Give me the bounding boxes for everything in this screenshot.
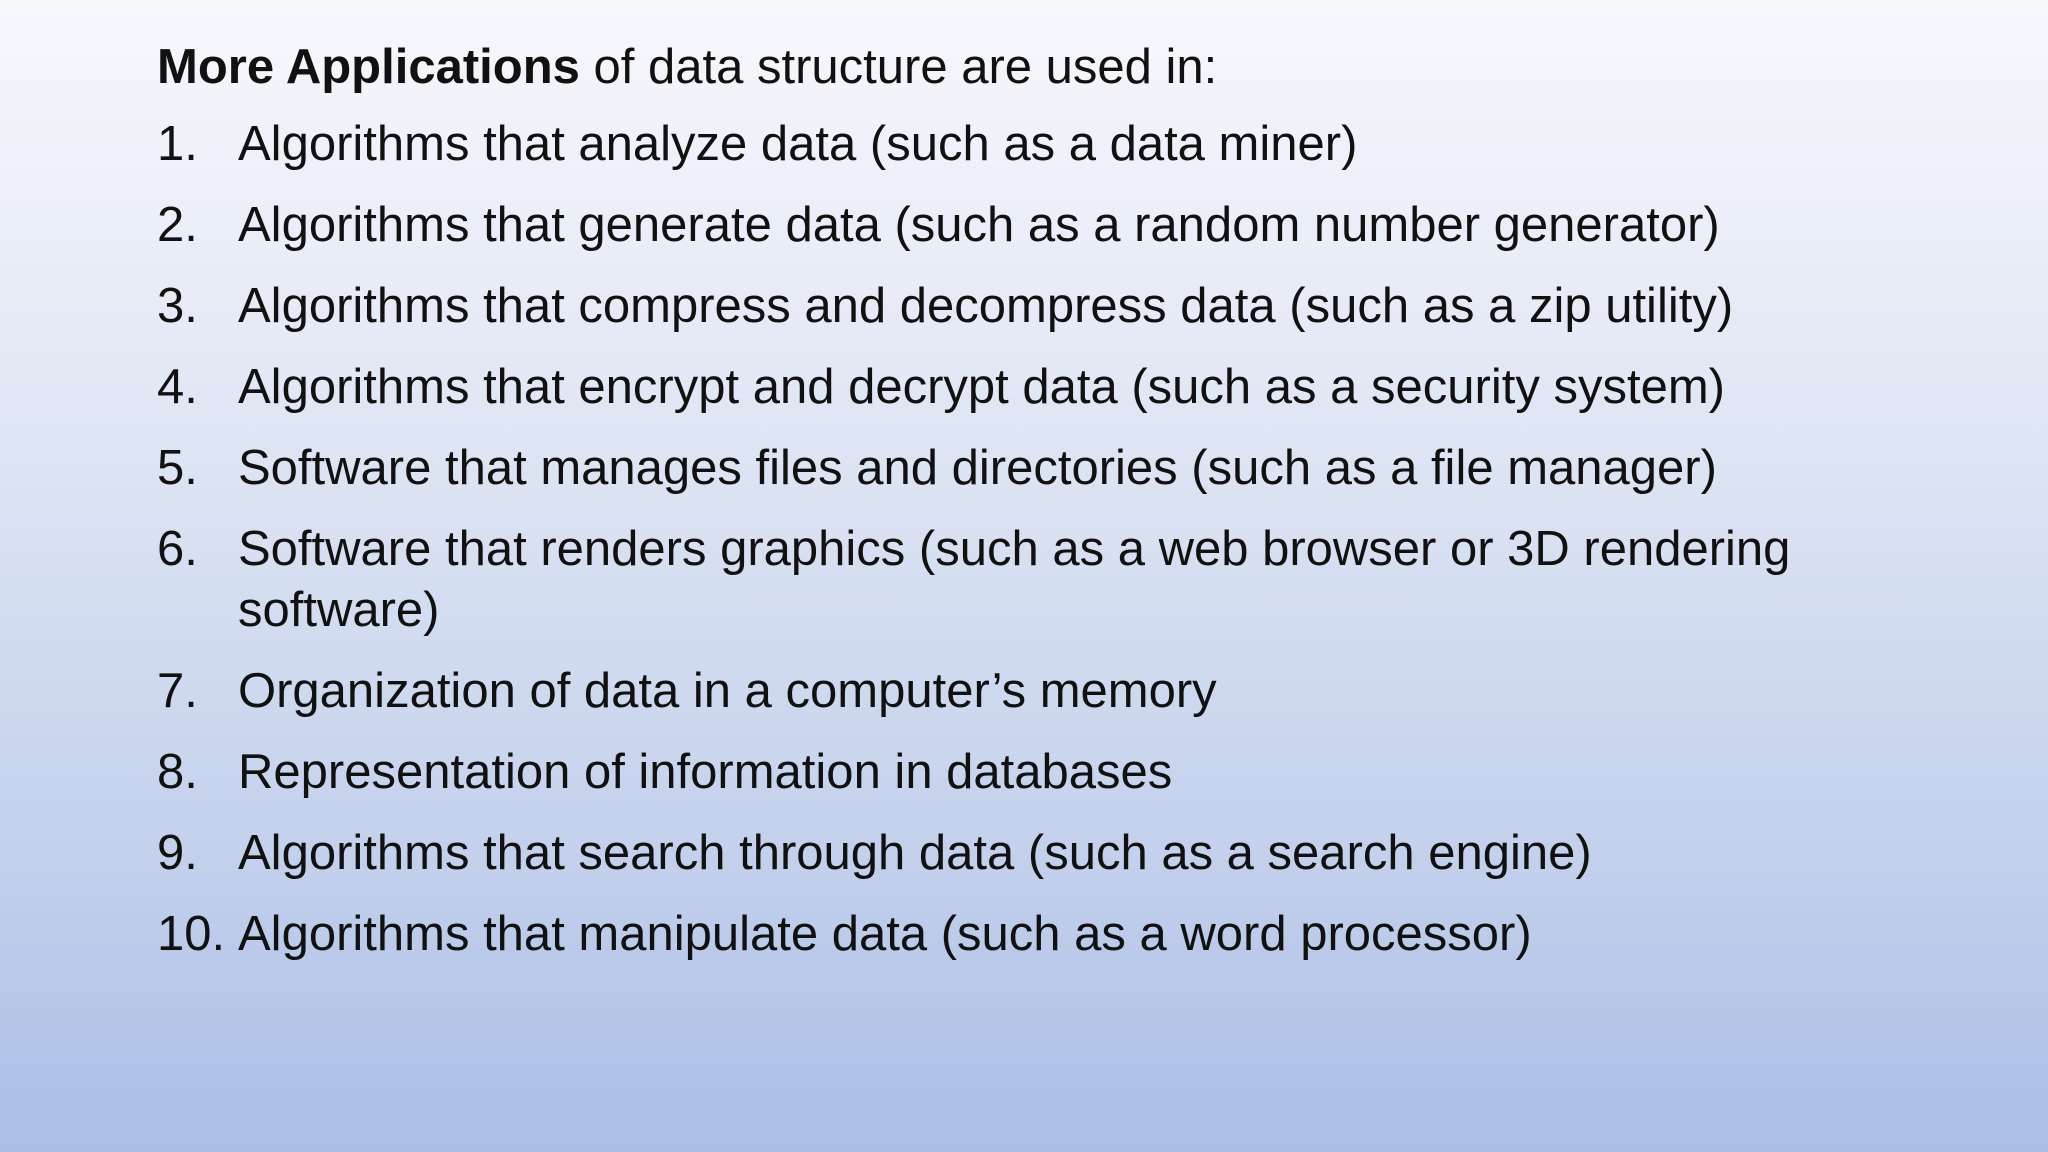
list-item-number: 9. — [157, 826, 198, 880]
list-item-number: 7. — [157, 664, 198, 718]
list-item-number: 5. — [157, 441, 198, 495]
list-item-text: Algorithms that generate data (such as a random number generator) — [238, 198, 1720, 252]
list-item-text: Software that manages files and directories (such as a file manager) — [238, 441, 1717, 495]
list-item — [157, 357, 1937, 418]
list-item — [157, 438, 1937, 499]
intro-bold-text: More Applications — [157, 40, 580, 94]
list-item — [157, 114, 1937, 175]
list-item-text: Organization of data in a computer’s memory — [238, 664, 1217, 718]
list-item-text: Algorithms that encrypt and decrypt data (such as a security system) — [238, 360, 1725, 414]
list-item-text: Algorithms that compress and decompress data (such as a zip utility) — [238, 279, 1734, 333]
list-item — [157, 519, 1937, 641]
list-item-number: 8. — [157, 745, 198, 799]
list-item — [157, 195, 1937, 256]
list-item — [157, 661, 1937, 722]
list-item-text: Software that renders graphics (such as a web browser or 3D rendering software) — [238, 522, 1791, 637]
intro-line — [157, 32, 1937, 102]
list-item-number: 4. — [157, 360, 198, 414]
list-item — [157, 904, 1937, 965]
list-item-number: 10. — [157, 907, 226, 961]
list-item-text: Algorithms that manipulate data (such as a word processor) — [238, 907, 1532, 961]
intro-text: of data structure are used in: — [579, 40, 1218, 94]
list-item-text: Representation of information in databases — [238, 745, 1173, 799]
slide-content — [157, 32, 1937, 985]
list-item-number: 2. — [157, 198, 198, 252]
list-item-text: Algorithms that analyze data (such as a data miner) — [238, 117, 1358, 171]
list-item — [157, 742, 1937, 803]
list-item-number: 1. — [157, 117, 198, 171]
applications-list — [157, 114, 1937, 965]
list-item-number: 6. — [157, 522, 198, 576]
list-item-number: 3. — [157, 279, 198, 333]
list-item — [157, 823, 1937, 884]
list-item — [157, 276, 1937, 337]
list-item-text: Algorithms that search through data (such as a search engine) — [238, 826, 1592, 880]
